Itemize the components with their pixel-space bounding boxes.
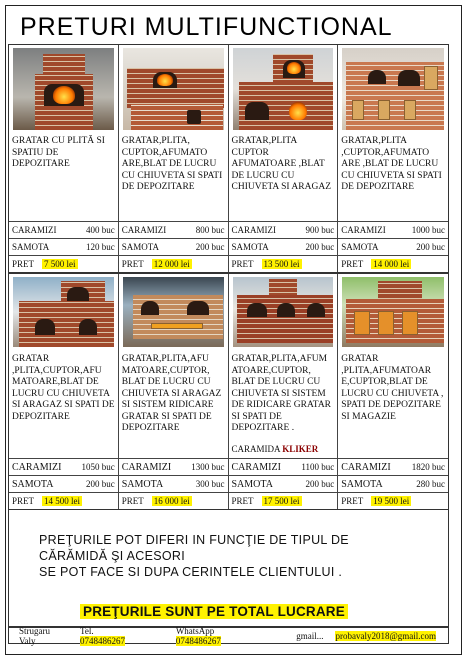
product-photo: [13, 277, 114, 347]
product-description: GRATAR ,PLITA,CUPTOR,AFU MATOARE,BLAT DE LUCRU CU CHIUVETA SI ARAGAZ SI SPATI DE DEPOZITARE: [12, 354, 115, 422]
products-row-1: [8, 44, 449, 273]
price-value: 7 500 lei: [44, 259, 76, 269]
product-photo: [123, 277, 224, 347]
fireclay-row: SAMOTA 200 buc: [338, 238, 448, 255]
price-row: PRET 12 000 lei: [119, 255, 228, 272]
fireclay-row: SAMOTA 200 buc: [229, 238, 338, 255]
bricks-row: CARAMIZI 800 buc: [119, 221, 228, 238]
product-card: [9, 274, 119, 509]
whatsapp-contact: WhatsApp 0748486267: [175, 625, 221, 646]
product-photo: [342, 277, 444, 347]
brick-type-value: KLIKER: [282, 444, 319, 454]
product-description: GRATAR,PLITA, CUPTOR,AFUMATO ARE,BLAT DE LUCRU CU CHIUVETA SI SPATI DE DEPOZITARE: [121, 136, 223, 192]
product-photo: [123, 48, 224, 130]
product-card: [229, 274, 339, 509]
contact-footer: [8, 627, 449, 644]
fireclay-row: SAMOTA 200 buc: [229, 475, 338, 492]
product-card: [9, 45, 119, 272]
fireclay-row: SAMOTA 280 buc: [338, 475, 448, 492]
product-description: GRATAR,PLITA CUPTOR AFUMATOARE ,BLAT DE LUCRU CU CHIUVETA SI ARAGAZ: [231, 136, 332, 192]
price-value: 16 000 lei: [153, 496, 190, 506]
bricks-row: CARAMIZI 1000 buc: [338, 221, 448, 238]
product-description: GRATAR,PLITA,AFUM ATOARE,CUPTOR, BLAT DE LUCRU CU CHIUVETA SI SISTEM DE RIDICARE GRATAR SI SPATI DE DEPOZITARE .: [231, 354, 332, 433]
product-photo: [233, 48, 334, 130]
bricks-row: CARAMIZI 1820 buc: [338, 458, 448, 475]
total-note: PREŢURILE SUNT PE TOTAL LUCRARE: [80, 604, 348, 619]
price-row: PRET 7 500 lei: [9, 255, 118, 272]
price-value: 17 500 lei: [263, 496, 300, 506]
bricks-row: CARAMIZI 1300 buc: [119, 458, 228, 475]
product-description: GRATAR ,PLITA,AFUMATOAR E,CUPTOR,BLAT DE LUCRU CU CHIUVETA , SPATI DE DEPOZITARE SI MAGAZIE: [341, 354, 444, 422]
price-row: PRET 14 000 lei: [338, 255, 448, 272]
page-title: PRETURI MULTIFUNCTIONAL: [20, 13, 393, 41]
product-photo: [342, 48, 444, 130]
price-value: 14 000 lei: [373, 259, 410, 269]
email-contact: gmail... probavaly2018@gmail.com: [296, 630, 436, 641]
product-photo: [13, 48, 114, 130]
fireclay-row: SAMOTA 200 buc: [119, 238, 228, 255]
product-description: GRATAR,PLITA ,CUPTOR,AFUMATO ARE ,BLAT DE LUCRU CU CHIUVETA SI SPATI DE DEPOZITARE: [341, 136, 442, 192]
bricks-row: CARAMIZI 400 buc: [9, 221, 118, 238]
product-card: [119, 274, 229, 509]
price-value: 13 500 lei: [263, 259, 300, 269]
price-value: 19 500 lei: [373, 496, 410, 506]
bricks-row: CARAMIZI 1100 buc: [229, 458, 338, 475]
product-card: [119, 45, 229, 272]
price-value: 12 000 lei: [153, 259, 190, 269]
product-card: [338, 274, 448, 509]
product-description: GRATAR CU PLITĂ SI SPATIU DE DEPOZITARE: [12, 136, 105, 169]
whatsapp-number[interactable]: 0748486267: [175, 635, 221, 646]
bricks-row: CARAMIZI 1050 buc: [9, 458, 118, 475]
email-address[interactable]: probavaly2018@gmail.com: [335, 630, 436, 641]
notes-section: [8, 510, 449, 627]
price-value: 14 500 lei: [44, 496, 81, 506]
phone-number[interactable]: 0748486267: [79, 635, 125, 646]
phone-contact: Tel. 0748486267: [79, 625, 125, 646]
price-row: PRET 17 500 lei: [229, 492, 338, 509]
price-row: PRET 19 500 lei: [338, 492, 448, 509]
price-row: PRET 16 000 lei: [119, 492, 228, 509]
price-disclaimer: PREŢURILE POT DIFERI IN FUNCŢIE DE TIPUL DE CĂRĂMIDĂ ŞI ACESORI SE POT FACE SI DUPA CERINTELE CLIENTULUI .: [39, 533, 349, 579]
fireclay-row: SAMOTA 120 buc: [9, 238, 118, 255]
product-description: GRATAR,PLITA,AFU MATOARE,CUPTOR, BLAT DE LUCRU CU CHIUVETA SI ARAGAZ SI SISTEM RIDICARE GRATAR SI SPATI DE DEPOZITARE: [121, 354, 222, 433]
bricks-row: CARAMIZI 900 buc: [229, 221, 338, 238]
brick-type-note: CARAMIDA KLIKER: [231, 444, 319, 454]
product-photo: [233, 277, 334, 347]
product-card: [229, 45, 339, 272]
contact-name: Strugaru Valy: [19, 625, 50, 646]
fireclay-row: SAMOTA 300 buc: [119, 475, 228, 492]
products-row-2: [8, 273, 449, 510]
price-row: PRET 13 500 lei: [229, 255, 338, 272]
fireclay-row: SAMOTA 200 buc: [9, 475, 118, 492]
price-row: PRET 14 500 lei: [9, 492, 118, 509]
product-card: [338, 45, 448, 272]
